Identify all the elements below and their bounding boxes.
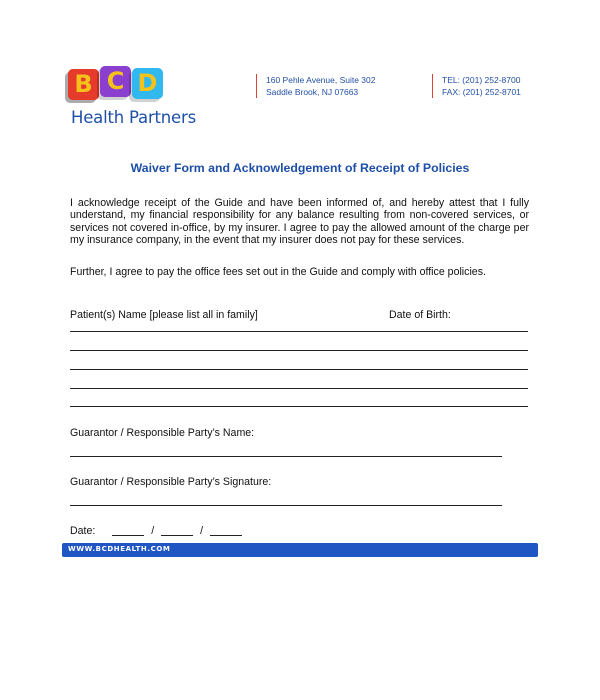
agreement-paragraph: Further, I agree to pay the office fees set out in the Guide and comply with office policies. bbox=[70, 266, 486, 278]
logo-block-d: D bbox=[132, 68, 163, 99]
form-title: Waiver Form and Acknowledgement of Receipt of Policies bbox=[130, 161, 470, 175]
date-separator-1: / bbox=[151, 525, 155, 537]
date-label: Date: bbox=[70, 525, 96, 537]
logo-block-c: C bbox=[100, 66, 131, 97]
address-line-1: 160 Pehle Avenue, Suite 302 bbox=[266, 75, 376, 85]
patient-line-1[interactable] bbox=[70, 331, 528, 332]
guarantor-name-label: Guarantor / Responsible Party’s Name: bbox=[70, 427, 255, 439]
logo-block-b: B bbox=[68, 69, 99, 100]
brand-name: Health Partners bbox=[71, 108, 196, 127]
date-day-blank[interactable] bbox=[161, 524, 193, 536]
address-block bbox=[256, 74, 376, 98]
company-logo bbox=[68, 66, 200, 127]
patient-name-label: Patient(s) Name [please list all in family] bbox=[70, 309, 258, 321]
date-year-blank[interactable] bbox=[210, 524, 242, 536]
guarantor-signature-label: Guarantor / Responsible Party’s Signature: bbox=[70, 476, 272, 488]
contact-block bbox=[432, 74, 521, 98]
date-separator-2: / bbox=[200, 525, 204, 537]
patient-line-3[interactable] bbox=[70, 369, 528, 370]
acknowledgement-paragraph: I acknowledge receipt of the Guide and have been informed of, and hereby attest that I fully understand, my financial responsibility for any balance resulting from non-covered services, or services not covered in-office, by my insurer. I agree to pay the allowed amount of the charge per my insurance company, in the event that my insurer does not pay for these services. bbox=[70, 197, 529, 247]
patient-line-5[interactable] bbox=[70, 406, 528, 407]
patient-line-2[interactable] bbox=[70, 350, 528, 351]
date-field bbox=[70, 524, 246, 537]
date-month-blank[interactable] bbox=[112, 524, 144, 536]
website-link[interactable]: WWW.BCDHEALTH.COM bbox=[68, 545, 171, 553]
logo-blocks bbox=[68, 66, 200, 106]
guarantor-name-line[interactable] bbox=[70, 456, 502, 457]
address-line-2: Saddle Brook, NJ 07663 bbox=[266, 87, 359, 97]
fax-number: FAX: (201) 252-8701 bbox=[442, 87, 521, 97]
footer-bar bbox=[62, 543, 538, 557]
guarantor-signature-line[interactable] bbox=[70, 505, 502, 506]
date-of-birth-label: Date of Birth: bbox=[389, 309, 451, 321]
patient-line-4[interactable] bbox=[70, 388, 528, 389]
telephone-number: TEL: (201) 252-8700 bbox=[442, 75, 521, 85]
